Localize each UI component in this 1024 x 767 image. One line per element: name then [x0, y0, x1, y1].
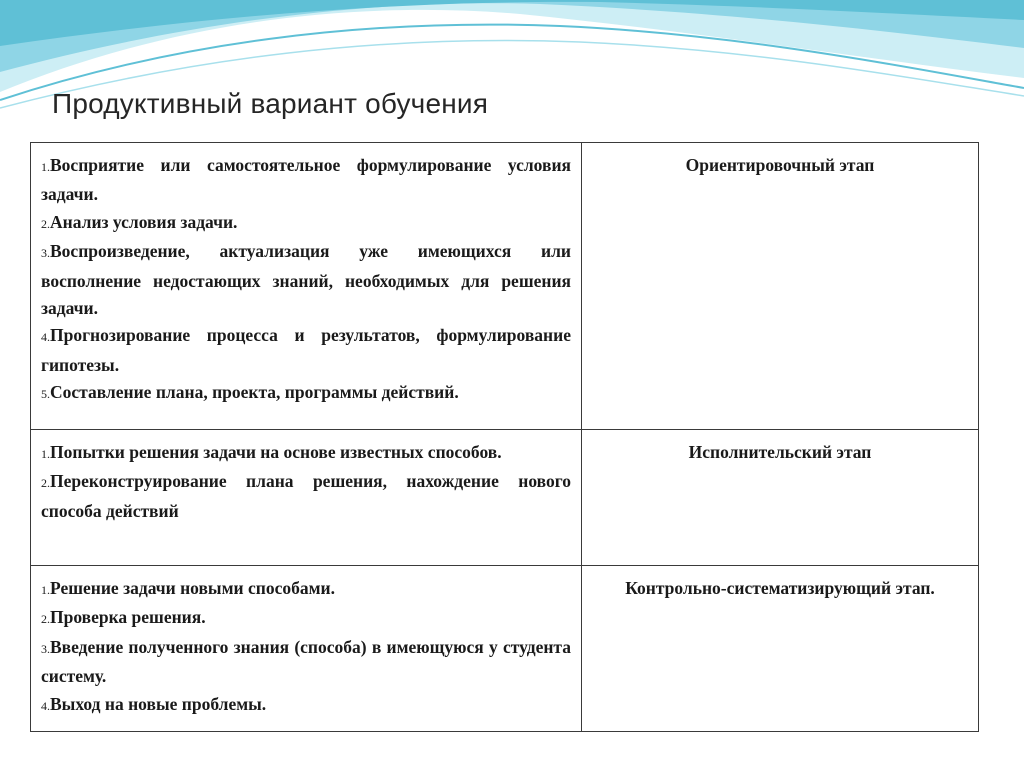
step-text: Составление плана, проекта, программы действий. — [50, 382, 459, 403]
step-text: Восприятие или самостоятельное формулирование условия задачи. — [41, 155, 571, 205]
table-row — [31, 430, 979, 566]
learning-stages-table — [30, 142, 979, 732]
step-number: 4. — [41, 330, 50, 345]
table-row — [31, 143, 979, 430]
list-item — [41, 379, 571, 408]
step-number: 3. — [41, 246, 50, 261]
steps-cell — [31, 143, 582, 430]
step-text: Воспроизведение, актуализация уже имеющихся или восполнение недостающих знаний, необходимых для решения задачи. — [41, 241, 571, 319]
step-number: 5. — [41, 387, 50, 402]
steps-cell — [31, 430, 582, 566]
step-text: Попытки решения задачи на основе известных способов. — [50, 442, 502, 462]
step-text: Переконструирование плана решения, нахождение нового способа действий — [41, 471, 571, 521]
list-item — [41, 604, 571, 633]
table-row — [31, 566, 979, 732]
step-text: Выход на новые проблемы. — [50, 693, 267, 714]
list-item — [41, 575, 571, 604]
stage-name-executive: Исполнительский этап — [582, 430, 979, 566]
step-number: 2. — [41, 476, 50, 491]
step-text: Решение задачи новыми способами. — [50, 578, 335, 598]
step-text: Введение полученного знания (способа) в имеющуюся у студента систему. — [41, 636, 571, 687]
list-item — [41, 468, 571, 525]
list-item — [41, 152, 571, 209]
slide-title: Продуктивный вариант обучения — [52, 88, 489, 119]
step-number: 2. — [41, 216, 50, 231]
steps-cell — [31, 566, 582, 732]
list-item — [41, 691, 571, 720]
stage-name-orienting: Ориентировочный этап — [582, 143, 979, 430]
list-item — [41, 322, 571, 379]
step-number: 1. — [41, 447, 50, 461]
step-text: Прогнозирование процесса и результатов, формулирование гипотезы. — [41, 325, 571, 375]
stage-name-control: Контрольно-систематизирующий этап. — [582, 566, 979, 732]
list-item — [41, 209, 571, 238]
step-number: 4. — [41, 698, 50, 713]
step-number: 1. — [41, 583, 50, 597]
step-text: Анализ условия задачи. — [50, 211, 238, 232]
list-item — [41, 634, 571, 691]
list-item — [41, 238, 571, 322]
list-item — [41, 439, 571, 468]
step-number: 2. — [41, 612, 50, 627]
step-number: 1. — [41, 160, 50, 174]
step-number: 3. — [41, 641, 50, 656]
step-text: Проверка решения. — [50, 607, 206, 628]
